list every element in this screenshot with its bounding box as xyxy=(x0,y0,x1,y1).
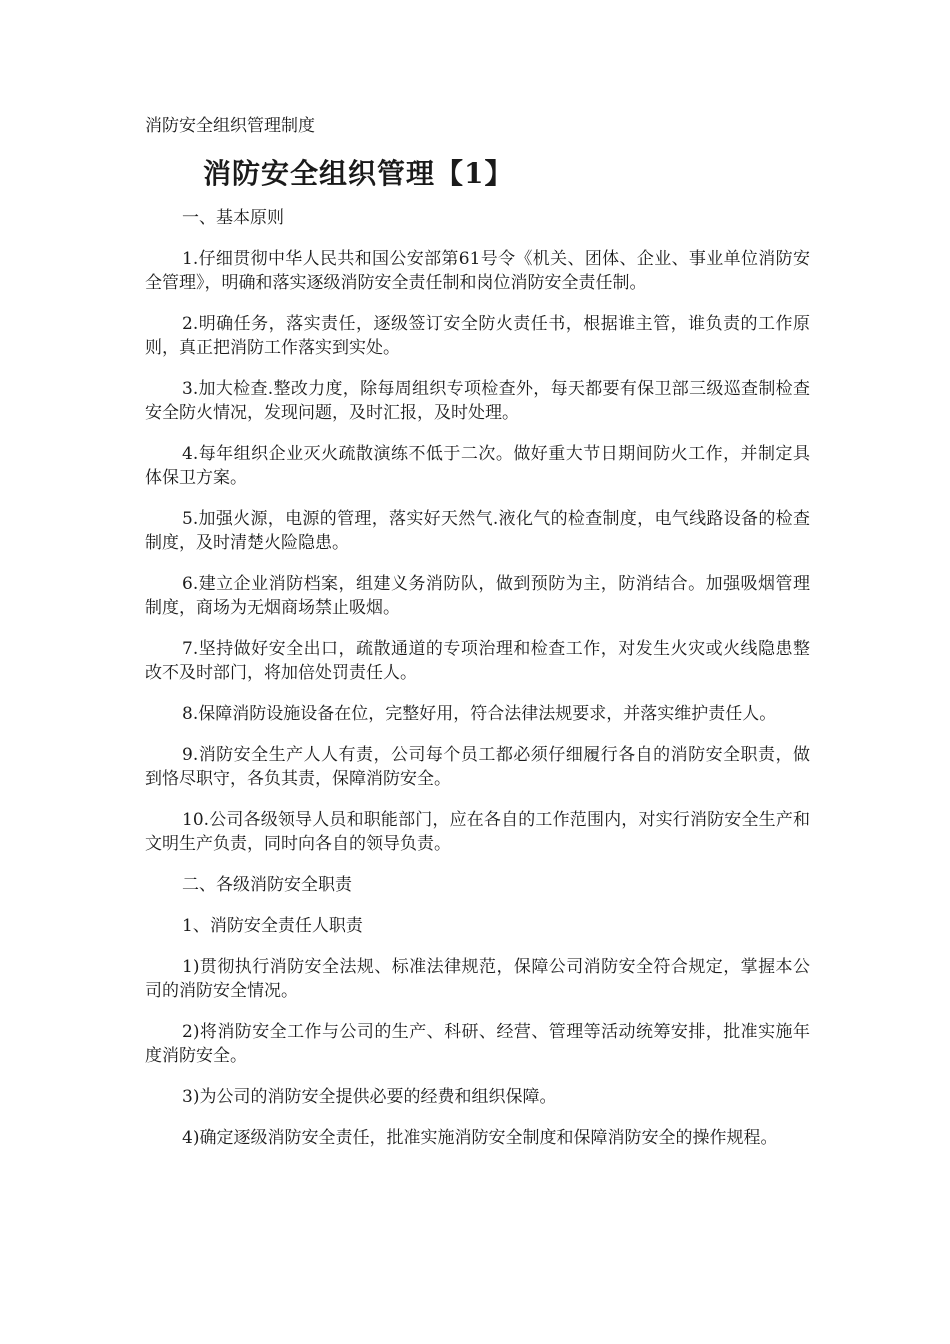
paragraph: 7.坚持做好安全出口，疏散通道的专项治理和检查工作，对发生火灾或火线隐患整改不及时部门，将加倍处罚责任人。 xyxy=(145,639,810,683)
paragraph: 1)贯彻执行消防安全法规、标准法律规范，保障公司消防安全符合规定，掌握本公司的消防安全情况。 xyxy=(145,957,810,1001)
document-title: 消防安全组织管理【1】 xyxy=(203,157,514,190)
section-heading: 一、基本原则 xyxy=(182,208,284,228)
paragraph: 2)将消防安全工作与公司的生产、科研、经营、管理等活动统筹安排，批准实施年度消防安全。 xyxy=(145,1022,810,1066)
paragraph: 1.仔细贯彻中华人民共和国公安部第61号令《机关、团体、企业、事业单位消防安全管理》，明确和落实逐级消防安全责任制和岗位消防安全责任制。 xyxy=(145,249,810,293)
document-page xyxy=(145,112,810,1167)
paragraph: 2.明确任务，落实责任，逐级签订安全防火责任书，根据谁主管，谁负责的工作原则，真正把消防工作落实到实处。 xyxy=(145,314,810,358)
paragraph: 3.加大检查.整改力度，除每周组织专项检查外，每天都要有保卫部三级巡查制检查安全防火情况，发现问题，及时汇报，及时处理。 xyxy=(145,379,810,423)
document-header: 消防安全组织管理制度 xyxy=(145,116,315,136)
paragraph: 9.消防安全生产人人有责，公司每个员工都必须仔细履行各自的消防安全职责，做到恪尽职守，各负其责，保障消防安全。 xyxy=(145,745,810,789)
paragraph: 6.建立企业消防档案，组建义务消防队，做到预防为主，防消结合。加强吸烟管理制度，商场为无烟商场禁止吸烟。 xyxy=(145,574,810,618)
subsection-heading: 1、消防安全责任人职责 xyxy=(182,916,363,936)
paragraph: 8.保障消防设施设备在位，完整好用，符合法律法规要求，并落实维护责任人。 xyxy=(182,704,777,724)
paragraph: 10.公司各级领导人员和职能部门，应在各自的工作范围内，对实行消防安全生产和文明生产负责，同时向各自的领导负责。 xyxy=(145,810,810,854)
paragraph: 5.加强火源，电源的管理，落实好天然气.液化气的检查制度，电气线路设备的检查制度，及时清楚火险隐患。 xyxy=(145,509,810,553)
paragraph: 4)确定逐级消防安全责任，批准实施消防安全制度和保障消防安全的操作规程。 xyxy=(182,1128,778,1148)
paragraph: 3)为公司的消防安全提供必要的经费和组织保障。 xyxy=(182,1087,557,1107)
section-heading: 二、各级消防安全职责 xyxy=(182,875,352,895)
paragraph: 4.每年组织企业灭火疏散演练不低于二次。做好重大节日期间防火工作，并制定具体保卫方案。 xyxy=(145,444,810,488)
